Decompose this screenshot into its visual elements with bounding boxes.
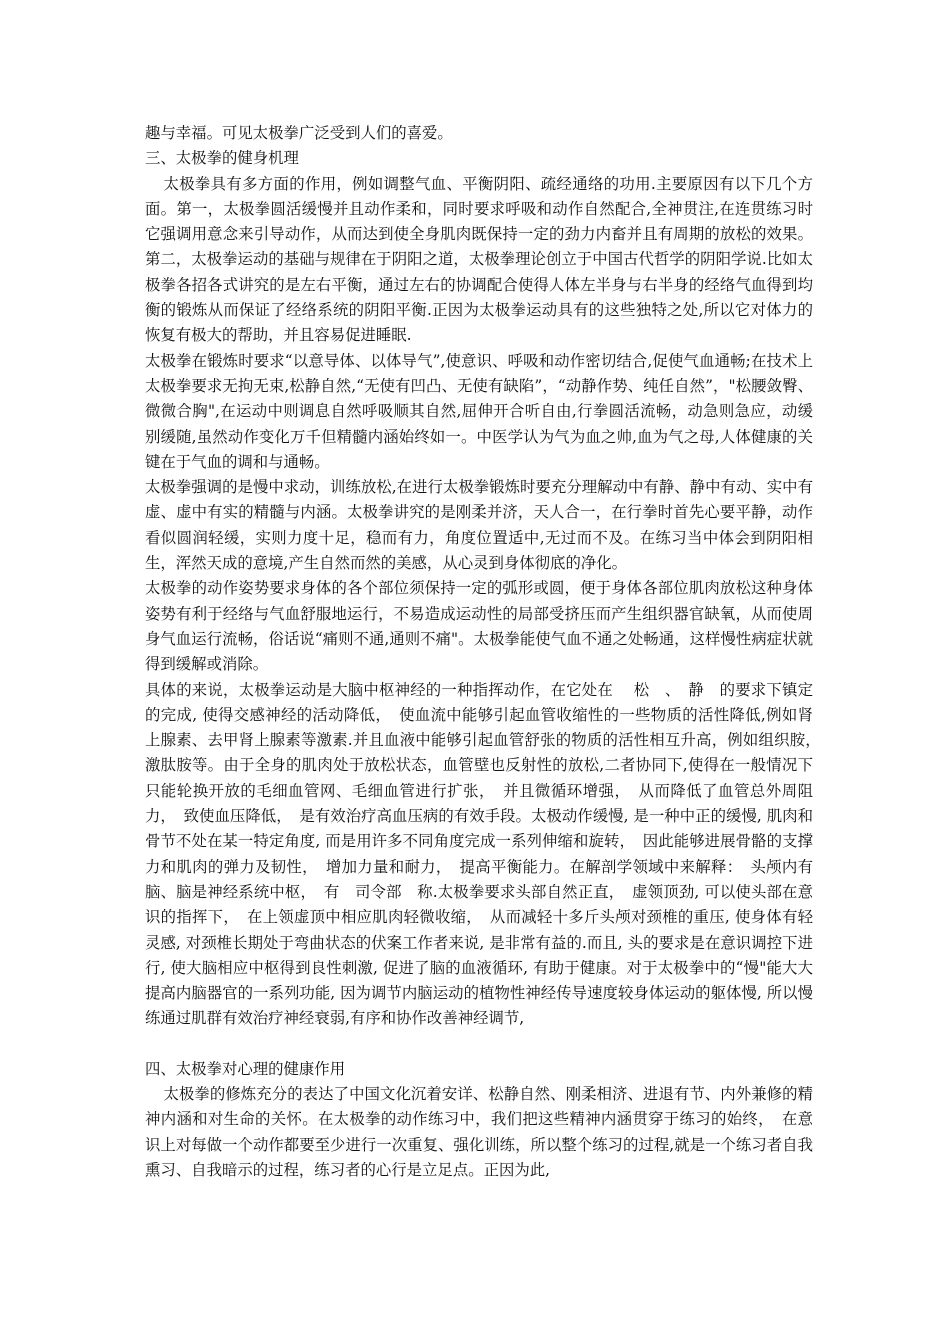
document-page <box>145 121 829 1183</box>
section-heading-3: 三、太极拳的健身机理 <box>145 149 299 168</box>
section-heading-4: 四、太极拳对心理的健康作用 <box>145 1059 346 1078</box>
paragraph-slow-movement: 太极拳强调的是慢中求动，训练放松,在进行太极拳锻炼时要充分理解动中有静、静中有动、实中有虚、虚中有实的精髓与内涵。太极拳讲究的是刚柔并济，天人合一，在行拳时首先心要平静，动作看似圆润轻缓，实则力度十足，稳而有力，角度位置适中,无过而不及。在练习当中体会到阴阳相生，浑然天成的意境,产生自然而然的美感，从心灵到身体彻底的净化。 <box>145 478 813 573</box>
paragraph-mechanism-overview: 太极拳具有多方面的作用，例如调整气血、平衡阴阳、疏经通络的功用.主要原因有以下几个方面。第一，太极拳圆活缓慢并且动作柔和，同时要求呼吸和动作自然配合,全神贯注,在连贯练习时它强调用意念来引导动作，从而达到使全身肌肉既保持一定的劲力内畜并且有周期的放松的效果。第二，太极拳运动的基础与规律在于阴阳之道，太极拳理论创立于中国古代哲学的阴阳学说.比如太极拳各招各式讲究的是左右平衡，通过左右的协调配合使得人体左半身与右半身的经络气血得到均衡的锻炼从而保证了经络系统的阴阳平衡.正因为太极拳运动具有的这些独特之处,所以它对体力的恢复有极大的帮助，并且容易促进睡眠. <box>145 174 813 345</box>
paragraph-physiology: 具体的来说，太极拳运动是大脑中枢神经的一种指挥动作，在它处在 松 、 静 的要求下镇定的完成, 使得交感神经的活动降低， 使血流中能够引起血管收缩性的一些物质的活性降低,例如肾上腺素、去甲肾上腺素等激素.并且血液中能够引起血管舒张的物质的活性相互升高，例如组织胺， 激肽胺等。由于全身的肌肉处于放松状态，血管壁也反射性的放松,二者协同下,使得在一般情况下只能轮换开放的毛细血管网、毛细血管进行扩张， 并且微循环增强， 从而降低了血管总外周阻力， 致使血压降低， 是有效治疗高血压病的有效手段。太极动作缓慢, 是一种中正的缓慢, 肌肉和骨节不处在某一特定角度, 而是用许多不同角度完成一系列伸缩和旋转， 因此能够进展骨骼的支撑力和肌肉的弹力及韧性， 增加力量和耐力， 提高平衡能力。在解剖学领域中来解释： 头颅内有脑、脑是神经系统中枢， 有 司令部 称.太极拳要求头部自然正直， 虚领顶劲, 可以使头部在意识的指挥下， 在上领虚顶中相应肌肉轻微收缩， 从而减轻十多斤头颅对颈椎的重压, 使身体有轻灵感, 对颈椎长期处于弯曲状态的伏案工作者来说, 是非常有益的.而且, 头的要求是在意识调控下进行, 使大脑相应中枢得到良性刺激, 促进了脑的血液循环, 有助于健康。对于太极拳中的“慢"能大大提高内脑器官的一系列功能, 因为调节内脑运动的植物性神经传导速度较身体运动的躯体慢, 所以慢练通过肌群有效治疗神经衰弱,有序和协作改善神经调节, <box>145 680 829 1028</box>
paragraph-posture: 太极拳的动作姿势要求身体的各个部位须保持一定的弧形或圆，便于身体各部位肌肉放松这种身体姿势有利于经络与气血舒服地运行，不易造成运动性的局部受挤压而产生组织器官缺氧，从而使周身气血运行流畅，俗话说“痛则不通,通则不痛"。太极拳能使气血不通之处畅通，这样慢性病症状就得到缓解或消除。 <box>145 579 813 674</box>
paragraph-psychology: 太极拳的修炼充分的表达了中国文化沉着安详、松静自然、刚柔相济、进退有节、内外兼修的精神内涵和对生命的关怀。在太极拳的动作练习中，我们把这些精神内涵贯穿于练习的始终， 在意识上对每做一个动作都要至少进行一次重复、强化训练，所以整个练习的过程,就是一个练习者自我熏习、自我暗示的过程，练习者的心行是立足点。正因为此, <box>145 1084 813 1179</box>
section-spacer <box>145 1032 813 1057</box>
paragraph-technique-requirements: 太极拳在锻炼时要求“以意导体、以体导气”,使意识、呼吸和动作密切结合,促使气血通畅;在技术上太极拳要求无拘无束,松静自然,“无使有凹凸、无使有缺陷”，“动静作势、纯任自然”，"松腰敛臀、微微合胸",在运动中则调息自然呼吸顺其自然,屈伸开合听自由,行拳圆活流畅，动急则急应，动缓别缓随,虽然动作变化万千但精髓内涵始终如一。中医学认为气为血之帅,血为气之母,人体健康的关键在于气血的调和与通畅。 <box>145 351 813 471</box>
intro-line: 趣与幸福。可见太极拳广泛受到人们的喜爱。 <box>145 124 453 142</box>
